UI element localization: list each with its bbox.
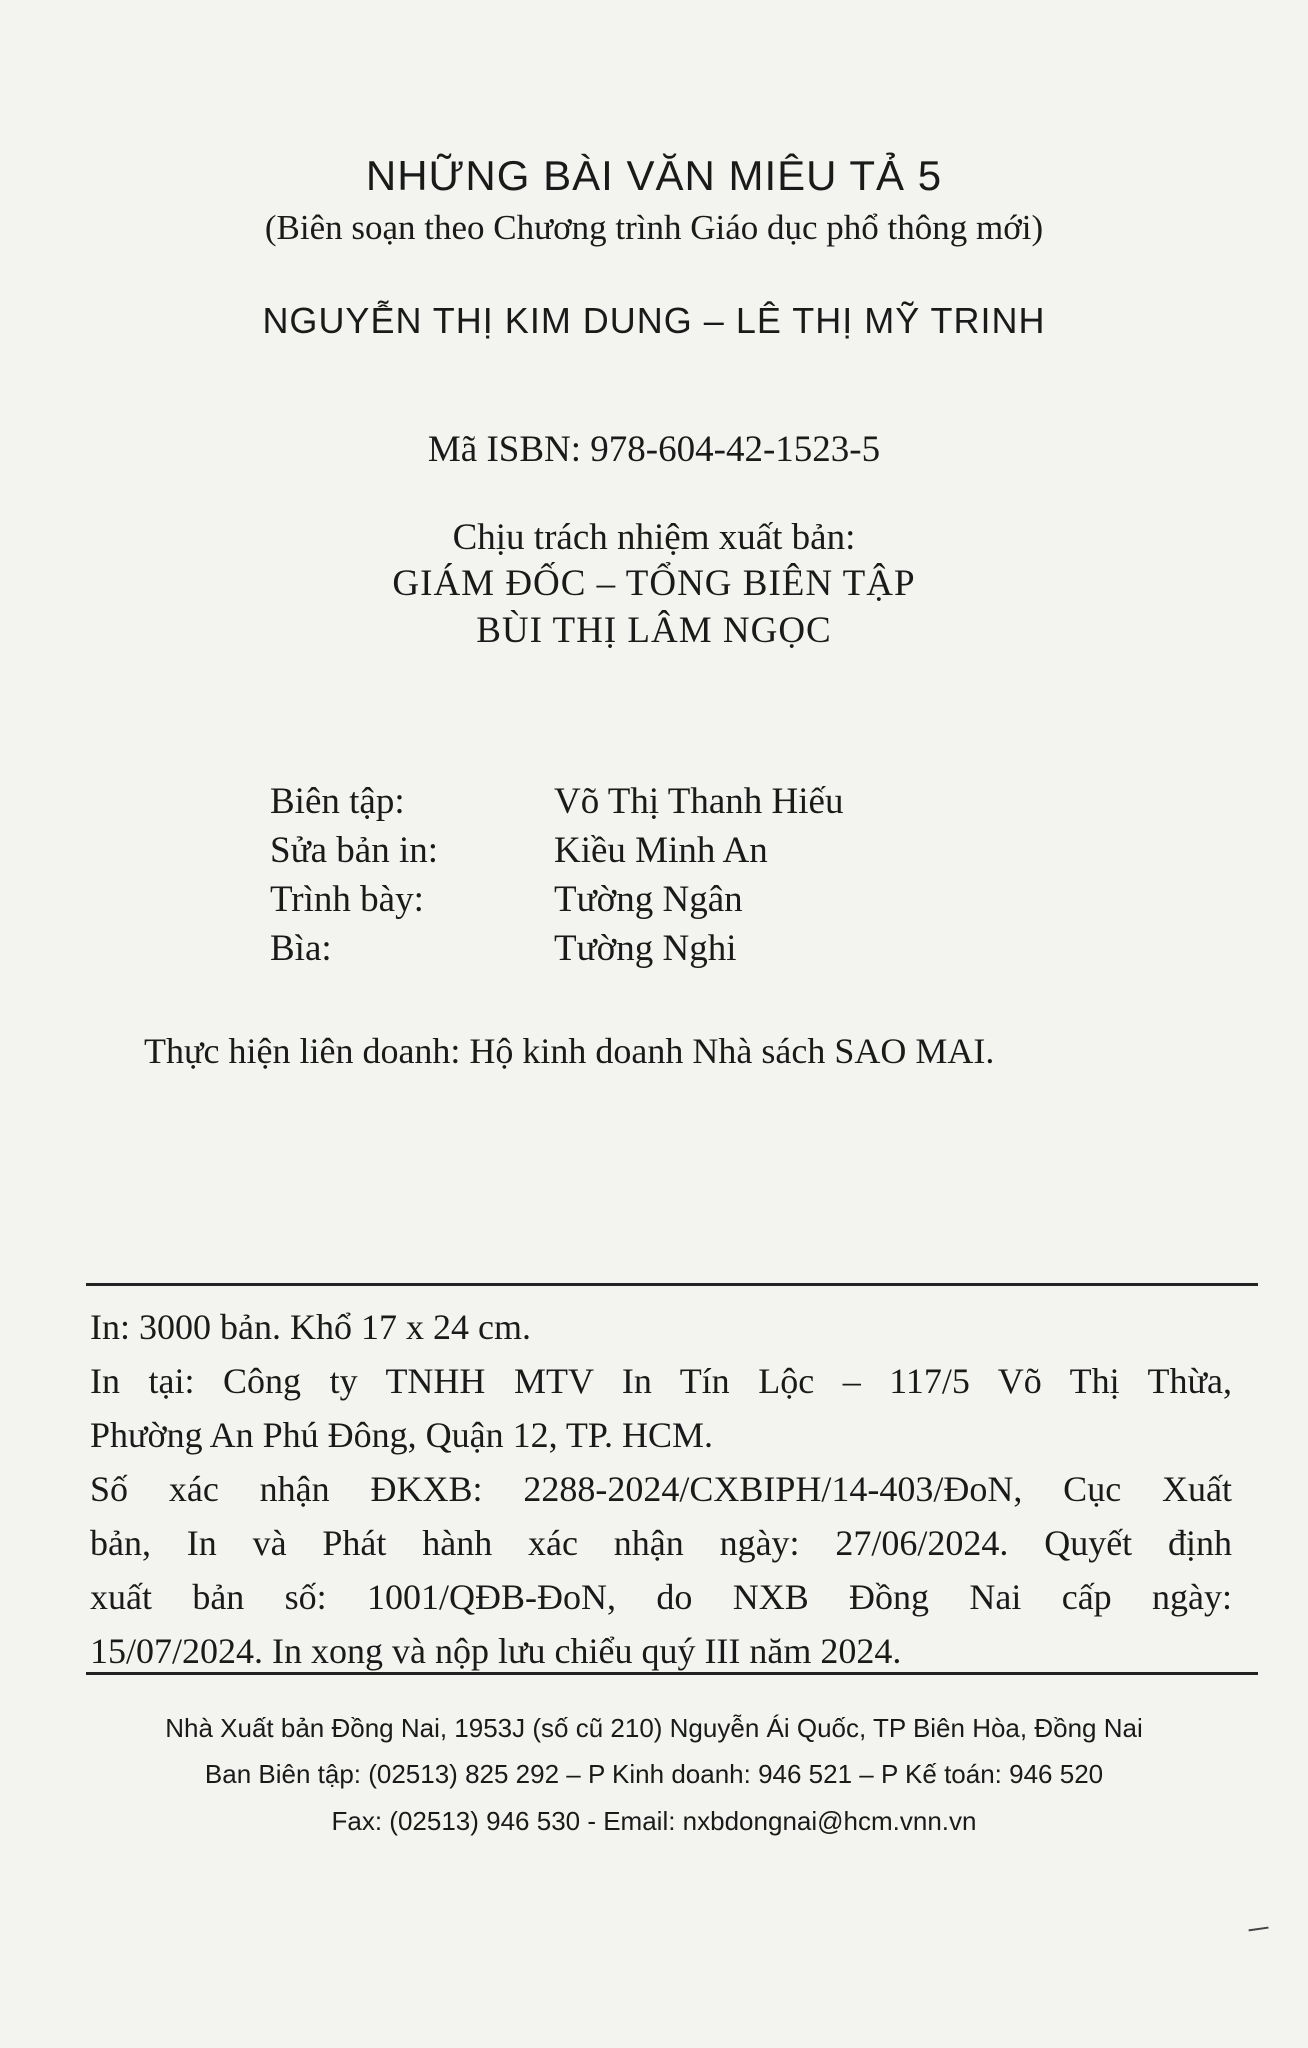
credit-name: Tường Nghi: [554, 928, 737, 969]
page-mark: [1247, 1919, 1268, 1932]
print-line: In tại: Công ty TNHH MTV In Tín Lộc – 117/5 Võ Thị Thừa,: [90, 1361, 1232, 1401]
divider-bottom: [86, 1672, 1258, 1675]
credit-role: Trình bày:: [270, 879, 424, 920]
isbn: Mã ISBN: 978-604-42-1523-5: [427, 429, 881, 470]
print-line: Số xác nhận ĐKXB: 2288-2024/CXBIPH/14-403/ĐoN, Cục Xuất: [90, 1469, 1232, 1509]
credit-role: Biên tập:: [270, 781, 405, 822]
joint-venture: Thực hiện liên doanh: Hộ kinh doanh Nhà sách SAO MAI.: [144, 1031, 995, 1071]
print-line: xuất bản số: 1001/QĐB-ĐoN, do NXB Đồng Nai cấp ngày:: [90, 1577, 1232, 1617]
book-title: NHỮNG BÀI VĂN MIÊU TẢ 5: [365, 152, 943, 199]
authors: NGUYỄN THỊ KIM DUNG – LÊ THỊ MỸ TRINH: [262, 300, 1046, 341]
credit-name: Kiều Minh An: [554, 830, 768, 871]
publisher-phones: Ban Biên tập: (02513) 825 292 – P Kinh doanh: 946 521 – P Kế toán: 946 520: [204, 1759, 1104, 1789]
publisher-address: Nhà Xuất bản Đồng Nai, 1953J (số cũ 210) Nguyễn Ái Quốc, TP Biên Hòa, Đồng Nai: [165, 1713, 1143, 1743]
credit-name: Tường Ngân: [554, 879, 743, 920]
print-line: Phường An Phú Đông, Quận 12, TP. HCM.: [90, 1415, 713, 1455]
responsibility-role: GIÁM ĐỐC – TỔNG BIÊN TẬP: [392, 563, 916, 604]
credit-role: Sửa bản in:: [270, 830, 439, 871]
print-info: [90, 1300, 1232, 1678]
credit-role: Bìa:: [270, 928, 332, 969]
publisher-fax-email: Fax: (02513) 946 530 - Email: nxbdongnai@hcm.vnn.vn: [331, 1806, 977, 1836]
book-subtitle: (Biên soạn theo Chương trình Giáo dục phổ thông mới): [264, 208, 1044, 247]
print-line: In: 3000 bản. Khổ 17 x 24 cm.: [90, 1307, 531, 1347]
responsibility-name: BÙI THỊ LÂM NGỌC: [476, 610, 832, 651]
responsibility-label: Chịu trách nhiệm xuất bản:: [452, 517, 856, 558]
credit-name: Võ Thị Thanh Hiếu: [554, 781, 844, 822]
print-line: 15/07/2024. In xong và nộp lưu chiểu quý III năm 2024.: [90, 1631, 902, 1671]
print-line: bản, In và Phát hành xác nhận ngày: 27/06/2024. Quyết định: [90, 1523, 1232, 1563]
divider-top: [86, 1283, 1258, 1286]
